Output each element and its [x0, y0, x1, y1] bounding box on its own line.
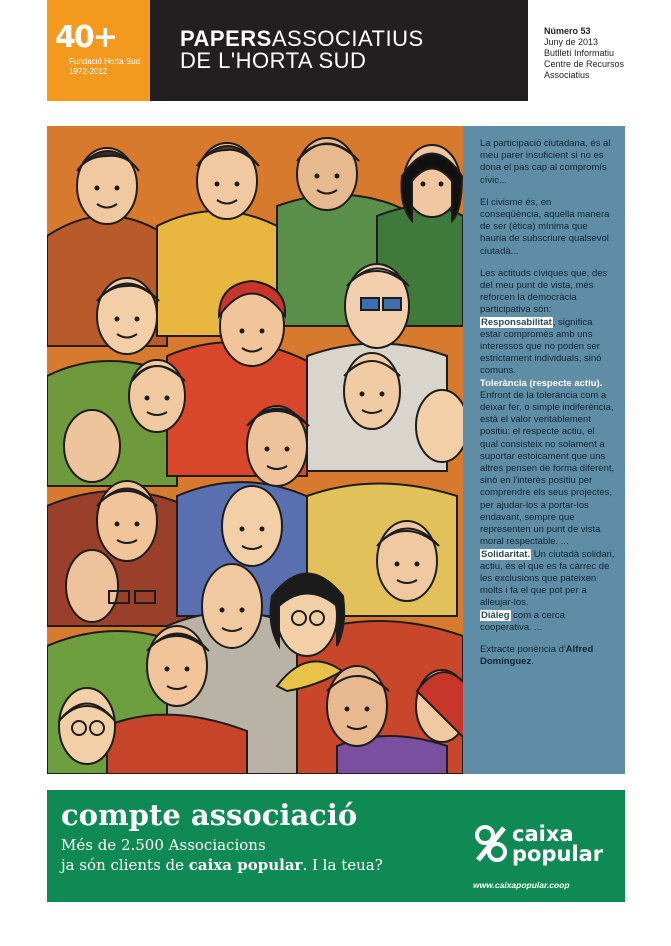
logo-caption [69, 57, 140, 77]
article-body [480, 268, 615, 634]
credit-label: Extracte ponència d' [480, 643, 566, 655]
ad-url-link[interactable]: www.caixapopular.coop [473, 880, 570, 890]
article-intro-1: La participació ciutadana, és al meu parer insuficient si no es dona el pas cap al compromís cívic... [480, 138, 611, 186]
feature-panel [47, 126, 625, 774]
meta-line1: Butlletí Informatiu [544, 48, 615, 58]
brand-word-1: caixa [512, 822, 574, 846]
issue-info [544, 26, 664, 81]
credit-end: . [531, 656, 534, 668]
term-dialeg: Diàleg [481, 609, 510, 621]
masthead-title-rest: ASSOCIATIUS [271, 26, 424, 51]
issue-date: Juny de 2013 [544, 37, 599, 47]
term-responsabilitat: Responsabilitat [481, 316, 552, 328]
term-solidaritat: Solidaritat. [481, 548, 531, 560]
meta-line2: Centre de Recursos [544, 59, 625, 69]
ad-line-2-brand: caixa popular [188, 856, 303, 874]
meta-line3: Associatius [544, 70, 590, 80]
ad-line-2 [61, 856, 383, 874]
fundacio-logo [47, 0, 150, 101]
ad-title: compte associació [61, 798, 358, 832]
masthead-title-bold: PAPERS [180, 26, 272, 51]
masthead-subtitle: DE L'HORTA SUD [180, 48, 367, 73]
issue-number: Número 53 [544, 26, 591, 36]
logo-mark: 40+ [55, 20, 116, 55]
masthead [150, 0, 528, 101]
crowd-of-people-illustration [47, 126, 463, 774]
caixa-popular-wordmark [512, 824, 603, 864]
caixa-popular-logo [473, 822, 604, 890]
logo-caption-line2: 1972-2012 [69, 67, 108, 76]
caixa-popular-logo-icon [474, 824, 508, 864]
term-dialeg-desc: com a cerca cooperativa. ... [480, 609, 565, 633]
term-solidaritat-desc: Un ciutadà solidari, actiu, és el que es fa càrrec de les exclusions que pateixen molts i fa el que pot per a alleujar-los. [480, 548, 615, 609]
ad-line-2-end: . I la teua? [302, 856, 383, 874]
article-column [480, 138, 615, 678]
article-credit [480, 644, 615, 668]
ad-line-2-start: ja són clients de [61, 856, 189, 874]
credit-author: Alfred Domínguez [480, 643, 594, 668]
logo-caption-line1: Fundació Horta Sud [69, 57, 141, 66]
article-intro-2: El civisme és, en conseqüència, aquella manera de ser (ètica) mínima que hauria de subscriure qualsevol ciutadà... [480, 196, 610, 257]
brand-word-2: popular [512, 842, 604, 866]
term-tolerancia: Tolerància (respecte actiu). [480, 377, 603, 389]
term-tolerancia-desc: Enfront de la tolerància com a deixar fer, o simple indiferència, està el valor veritablement positiu: el respecte actiu, el qual consisteix no solament a suportar estoicament que uns altres pensen de forma diferent, sinó en l'interès positiu per comprendre els seus projectes, per ajudar-los a portar-los endavant, sempre que representen un punt de vista moral respectable. ... [480, 389, 615, 548]
ad-banner[interactable] [47, 790, 625, 902]
term-responsabilitat-desc: , significa estar compromès amb uns interessos que no poden ser estrictament individuals, sinó comuns. [480, 316, 602, 377]
ad-line-1: Més de 2.500 Associacions [61, 836, 266, 854]
article-intro-3: Les actituds cíviques que, des del meu punt de vista, més reforcen la democràcia participativa són: [480, 267, 608, 316]
